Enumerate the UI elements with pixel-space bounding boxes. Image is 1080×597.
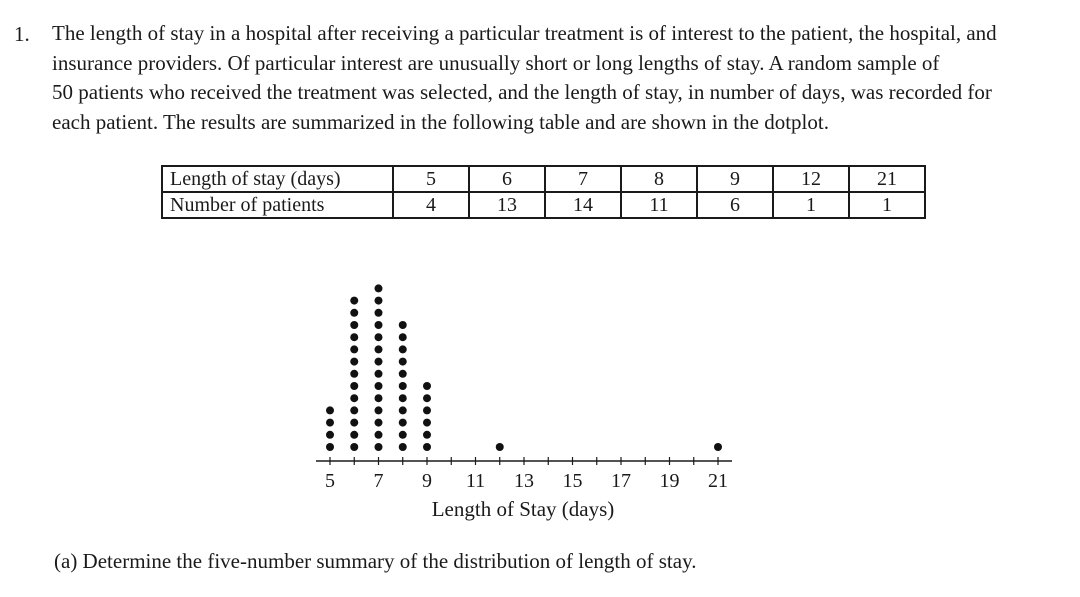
dot: [399, 370, 407, 378]
x-tick-label: 7: [373, 470, 384, 492]
dot: [399, 419, 407, 427]
dot: [326, 431, 334, 439]
x-tick-label: 9: [422, 470, 432, 492]
question-line: each patient. The results are summarized in the following table and are shown in the dotplot.: [52, 109, 829, 134]
dot: [350, 297, 358, 305]
question-line: 50 patients who received the treatment was selected, and the length of stay, in number of days, was recorded for: [52, 80, 992, 105]
stay-cell: 12: [773, 166, 849, 192]
question-line: The length of stay in a hospital after receiving a particular treatment is of interest to the patient, the hospital, and: [52, 21, 997, 45]
dot: [375, 419, 383, 427]
dot: [326, 443, 334, 451]
dot: [350, 406, 358, 414]
x-tick-label: 11: [465, 470, 486, 492]
stay-cell: 7: [545, 166, 621, 192]
stay-cell: 8: [621, 166, 697, 192]
x-tick-label: 17: [611, 470, 631, 492]
count-row-label: Number of patients: [162, 192, 393, 218]
dot: [399, 394, 407, 402]
x-tick-label: 5: [325, 470, 335, 492]
dot: [399, 321, 407, 329]
dot: [350, 394, 358, 402]
count-cell: 4: [393, 192, 469, 218]
dot: [423, 419, 431, 427]
dot: [350, 419, 358, 427]
dot: [423, 443, 431, 451]
count-cell: 14: [545, 192, 621, 218]
dot: [350, 309, 358, 317]
count-cell: 11: [621, 192, 697, 218]
dot: [375, 358, 383, 366]
dot: [375, 406, 383, 414]
x-axis-label: Length of Stay (days): [431, 497, 615, 521]
x-tick-label: 13: [514, 470, 534, 492]
dot: [375, 297, 383, 305]
stay-cell: 9: [697, 166, 773, 192]
dot: [350, 333, 358, 341]
dot: [423, 406, 431, 414]
dot: [399, 358, 407, 366]
dot: [350, 321, 358, 329]
dot: [375, 394, 383, 402]
dot: [350, 358, 358, 366]
dot: [399, 345, 407, 353]
dot: [423, 382, 431, 390]
dot: [375, 333, 383, 341]
dot: [375, 345, 383, 353]
dot: [375, 284, 383, 292]
dot: [375, 382, 383, 390]
dot: [399, 333, 407, 341]
x-tick-label: 15: [562, 470, 583, 492]
dot: [350, 443, 358, 451]
count-cell: 1: [849, 192, 925, 218]
dot: [326, 406, 334, 414]
dot: [423, 431, 431, 439]
stay-cell: 21: [849, 166, 925, 192]
dot: [326, 419, 334, 427]
dot: [375, 431, 383, 439]
x-tick-label: 19: [659, 470, 680, 492]
dot: [375, 370, 383, 378]
question-number: 1.: [14, 22, 30, 46]
dot: [399, 431, 407, 439]
dot: [399, 443, 407, 451]
question-line: insurance providers. Of particular interest are unusually short or long lengths of stay. A random sample of: [52, 50, 940, 75]
stay-row-label: Length of stay (days): [162, 166, 393, 192]
dot: [350, 370, 358, 378]
dot: [350, 431, 358, 439]
x-tick-label: 21: [708, 470, 728, 492]
count-cell: 13: [469, 192, 545, 218]
dot: [375, 443, 383, 451]
dot: [350, 345, 358, 353]
dot: [375, 309, 383, 317]
stay-cell: 6: [469, 166, 545, 192]
count-cell: 6: [697, 192, 773, 218]
count-cell: 1: [773, 192, 849, 218]
stay-cell: 5: [393, 166, 469, 192]
dot: [399, 406, 407, 414]
dot: [496, 443, 504, 451]
dot: [350, 382, 358, 390]
dot: [714, 443, 722, 451]
part-a-prompt: (a) Determine the five-number summary of the distribution of length of stay.: [54, 549, 697, 573]
dot: [375, 321, 383, 329]
dot: [423, 394, 431, 402]
dot: [399, 382, 407, 390]
